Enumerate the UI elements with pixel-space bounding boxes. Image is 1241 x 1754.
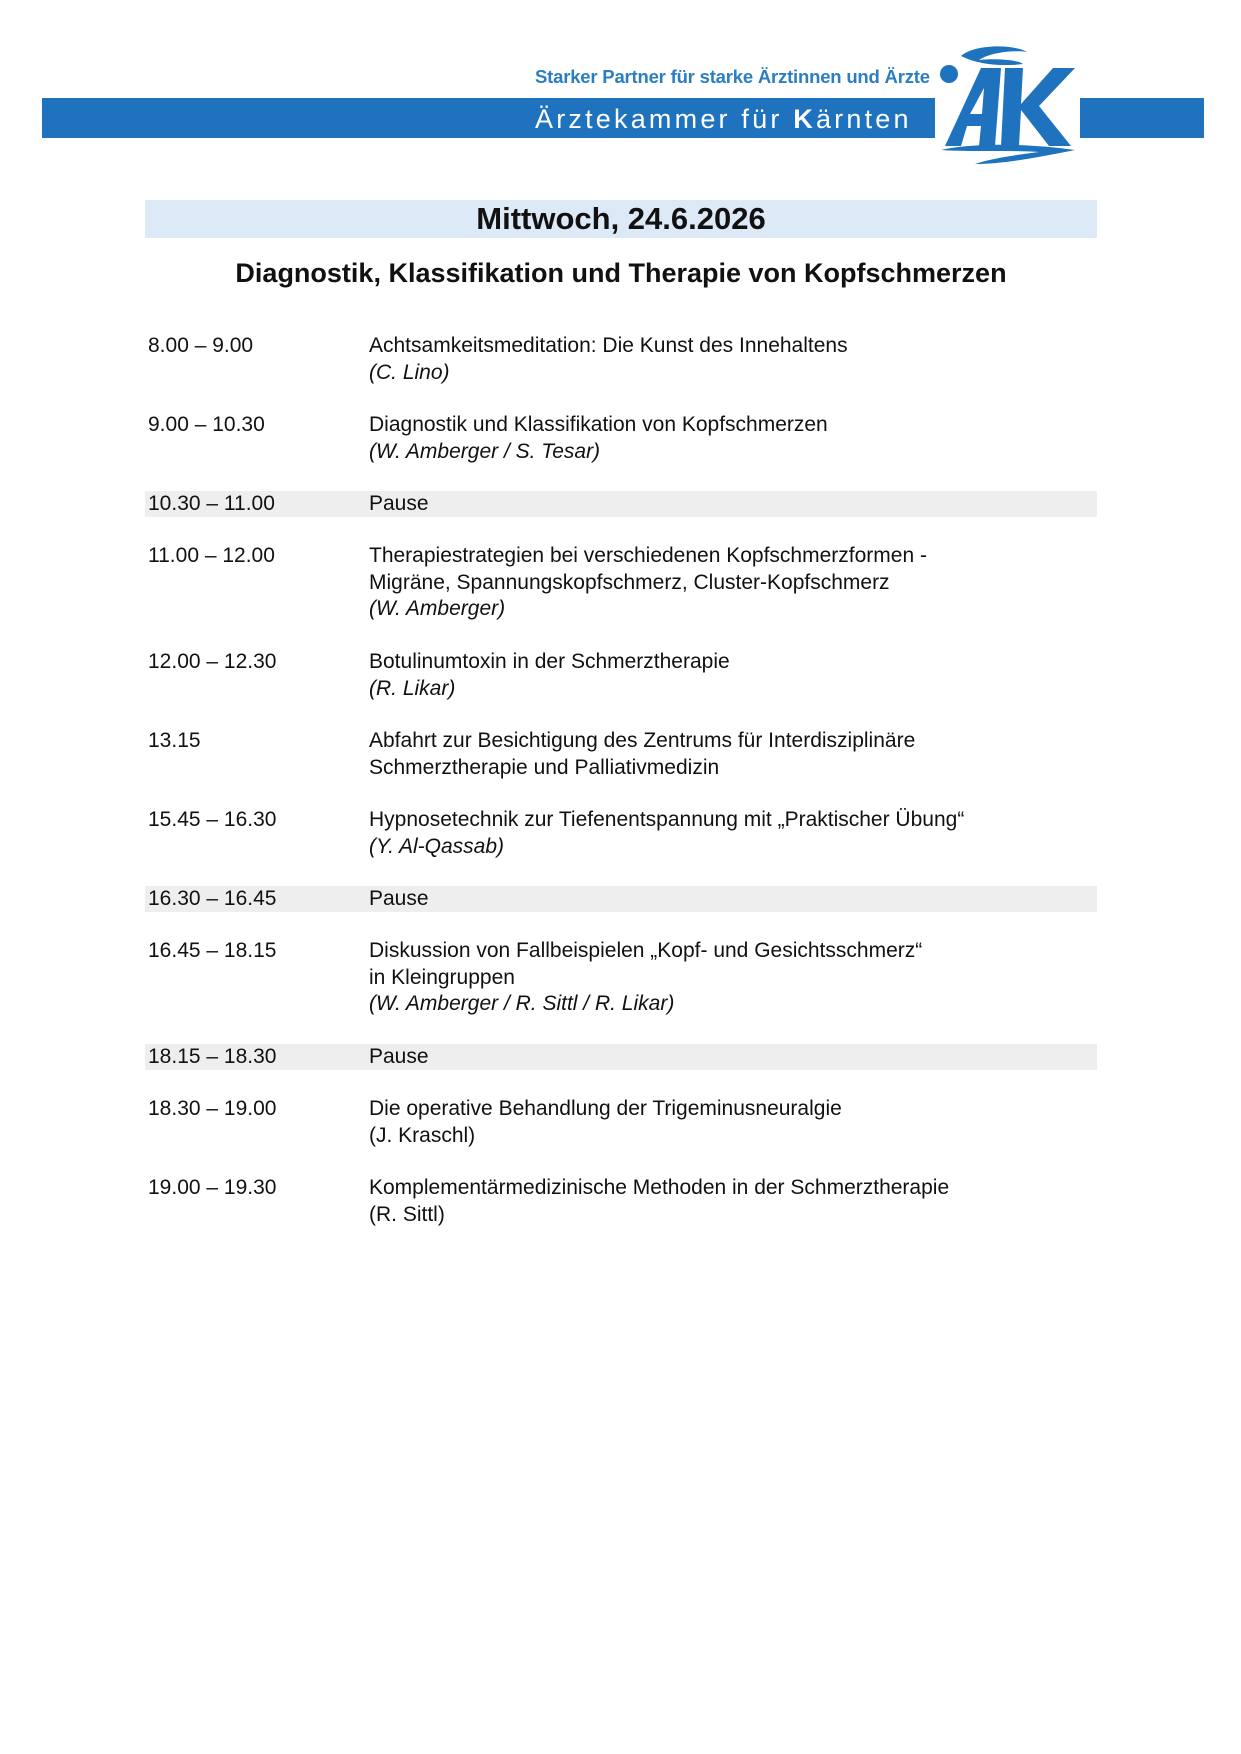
- schedule-time: 15.45 – 16.30: [148, 808, 277, 831]
- session-title-line: Die operative Behandlung der Trigeminusneuralgie: [369, 1097, 842, 1120]
- schedule-content: [369, 728, 1099, 781]
- schedule-time: 18.15 – 18.30: [148, 1045, 277, 1068]
- session-title-line: Pause: [369, 887, 429, 910]
- schedule-time: 18.30 – 19.00: [148, 1097, 277, 1120]
- session-title-line: Migräne, Spannungskopfschmerz, Cluster-Kopfschmerz: [369, 570, 890, 594]
- schedule-content: [369, 1096, 1099, 1149]
- session-speaker: (W. Amberger / R. Sittl / R. Likar): [369, 992, 675, 1015]
- schedule-content: [369, 412, 1099, 465]
- session-title-line: Pause: [369, 1045, 429, 1068]
- session-speaker: (W. Amberger): [369, 597, 506, 620]
- tagline: Starker Partner für starke Ärztinnen und Ärzte: [535, 66, 930, 87]
- session-speaker: (R. Sittl): [369, 1202, 445, 1226]
- schedule-row: [145, 491, 1097, 517]
- session-title-line: in Kleingruppen: [369, 965, 515, 989]
- session-title-line: Abfahrt zur Besichtigung des Zentrums für Interdisziplinäre: [369, 729, 916, 752]
- schedule-time: 11.00 – 12.00: [148, 544, 275, 567]
- session-title-line: Botulinumtoxin in der Schmerztherapie: [369, 650, 730, 673]
- schedule-content: [369, 886, 1099, 913]
- schedule-time: 9.00 – 10.30: [148, 413, 265, 436]
- session-title-line: Komplementärmedizinische Methoden in der Schmerztherapie: [369, 1176, 950, 1199]
- day-title: Mittwoch, 24.6.2026: [476, 201, 766, 236]
- schedule-time: 16.30 – 16.45: [148, 887, 277, 910]
- schedule-time: 8.00 – 9.00: [148, 334, 254, 357]
- session-title-line: Hypnosetechnik zur Tiefenentspannung mit „Praktischer Übung“: [369, 808, 965, 831]
- schedule-time: 13.15: [148, 729, 201, 752]
- day-subtitle: Diagnostik, Klassifikation und Therapie von Kopfschmerzen: [235, 258, 1007, 288]
- schedule-time: 12.00 – 12.30: [148, 650, 277, 673]
- schedule-content: [369, 491, 1099, 518]
- schedule-content: [369, 938, 1099, 1018]
- schedule-time: 16.45 – 18.15: [148, 939, 277, 962]
- session-speaker: (Y. Al-Qassab): [369, 834, 504, 858]
- session-title-line: Therapiestrategien bei verschiedenen Kopfschmerzformen -: [369, 544, 927, 567]
- letterhead: [0, 0, 1241, 175]
- organization-name: Ärztekammer für Kärnten: [535, 104, 912, 134]
- session-title-line: Diskussion von Fallbeispielen „Kopf- und Gesichtsschmerz“: [369, 939, 923, 962]
- schedule-time: 10.30 – 11.00: [148, 492, 275, 515]
- schedule-time: 19.00 – 19.30: [148, 1176, 277, 1199]
- session-speaker: (C. Lino): [369, 360, 450, 384]
- schedule-content: [369, 807, 1099, 860]
- aek-logo-icon: [935, 46, 1080, 166]
- session-title-line: Pause: [369, 492, 429, 515]
- schedule-content: [369, 1175, 1099, 1228]
- session-speaker: (R. Likar): [369, 676, 456, 700]
- schedule-content: [369, 649, 1099, 702]
- schedule-content: [369, 333, 1099, 386]
- session-title-line: Achtsamkeitsmeditation: Die Kunst des Innehaltens: [369, 334, 848, 357]
- session-title-line: Diagnostik und Klassifikation von Kopfschmerzen: [369, 413, 828, 436]
- schedule-content: [369, 1044, 1099, 1071]
- schedule-content: [369, 543, 1099, 623]
- schedule-row: [145, 1044, 1097, 1070]
- schedule-row: [145, 886, 1097, 912]
- session-speaker: (J. Kraschl): [369, 1123, 476, 1147]
- session-speaker: (W. Amberger / S. Tesar): [369, 439, 601, 463]
- session-title-line: Schmerztherapie und Palliativmedizin: [369, 755, 720, 779]
